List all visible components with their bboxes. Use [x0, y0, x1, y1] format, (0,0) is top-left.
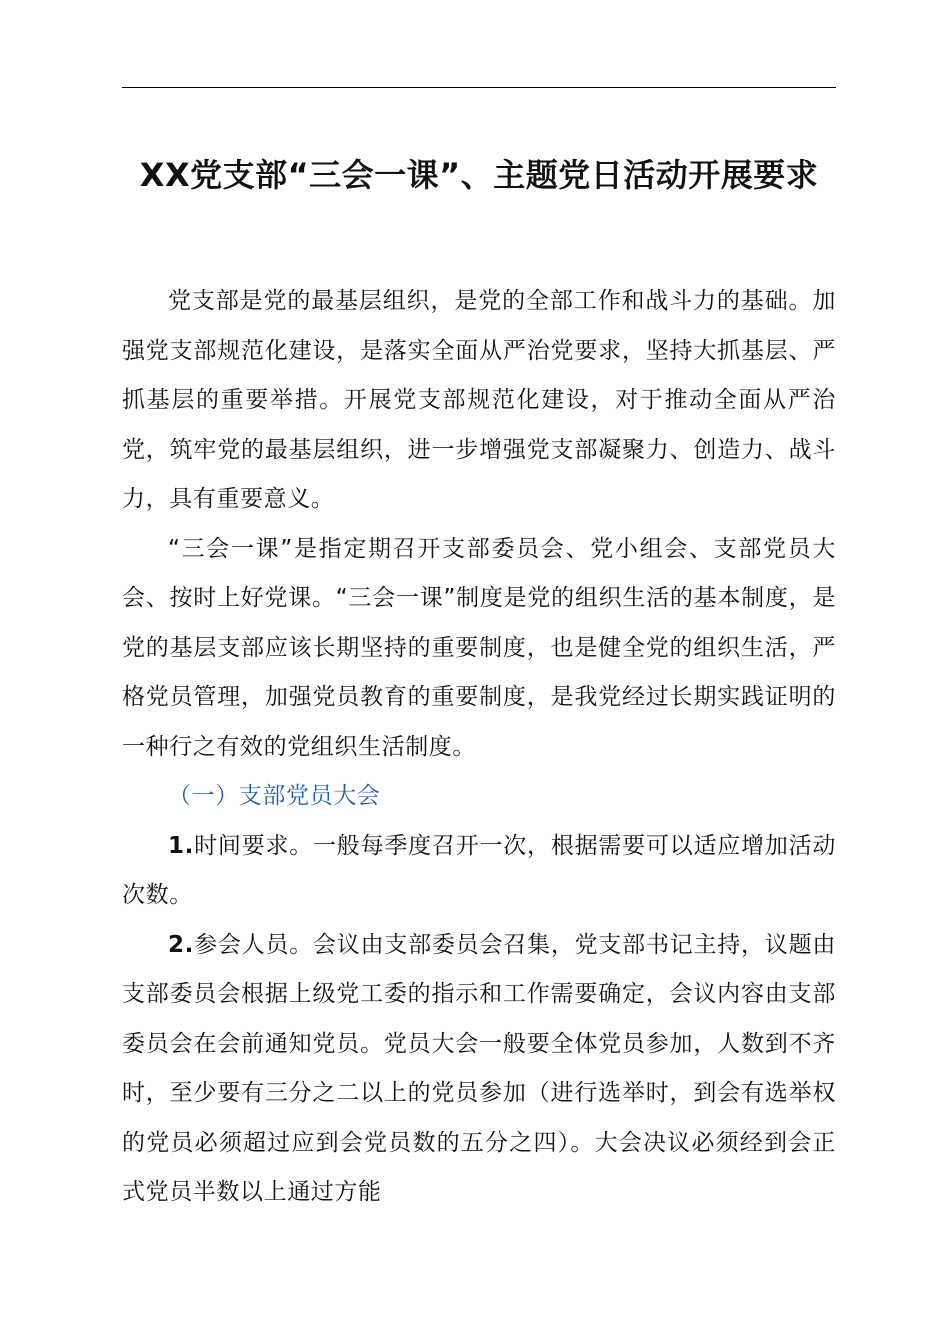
section-heading-party-member-meeting: （一）支部党员大会 — [168, 783, 381, 809]
document-body — [122, 277, 836, 1218]
document-title: XX党支部“三会一课”、主题党日活动开展要求 — [139, 156, 819, 194]
paragraph-definition: “三会一课”是指定期召开支部委员会、党小组会、支部党员大会、按时上好党课。“三会一课”制度是党的组织生活的基本制度，是党的基层支部应该长期坚持的重要制度，也是健全党的组织生活，严格党员管理，加强党员教育的重要制度，是我党经过长期实践证明的一种行之有效的党组织生活制度。 — [122, 535, 836, 760]
header-rule — [122, 87, 836, 88]
list-item-time-requirement — [122, 822, 836, 921]
item-number: 2. — [168, 931, 194, 958]
item-number: 1. — [168, 832, 194, 859]
item-text: 参会人员。会议由支部委员会召集，党支部书记主持，议题由支部委员会根据上级党工委的指示和工作需要确定，会议内容由支部委员会在会前通知党员。党员大会一般要全体党员参加，人数到不齐时，至少要有三分之二以上的党员参加（进行选举时，到会有选举权的党员必须超过应到会党员数的五分之四）。大会决议必须经到会正式党员半数以上通过方能 — [122, 931, 836, 1205]
item-text: 时间要求。一般每季度召开一次，根据需要可以适应增加活动次数。 — [122, 832, 836, 908]
paragraph-intro: 党支部是党的最基层组织，是党的全部工作和战斗力的基础。加强党支部规范化建设，是落实全面从严治党要求，坚持大抓基层、严抓基层的重要举措。开展党支部规范化建设，对于推动全面从严治党，筑牢党的最基层组织，进一步增强党支部凝聚力、创造力、战斗力，具有重要意义。 — [122, 288, 836, 512]
list-item-attendees — [122, 921, 836, 1218]
